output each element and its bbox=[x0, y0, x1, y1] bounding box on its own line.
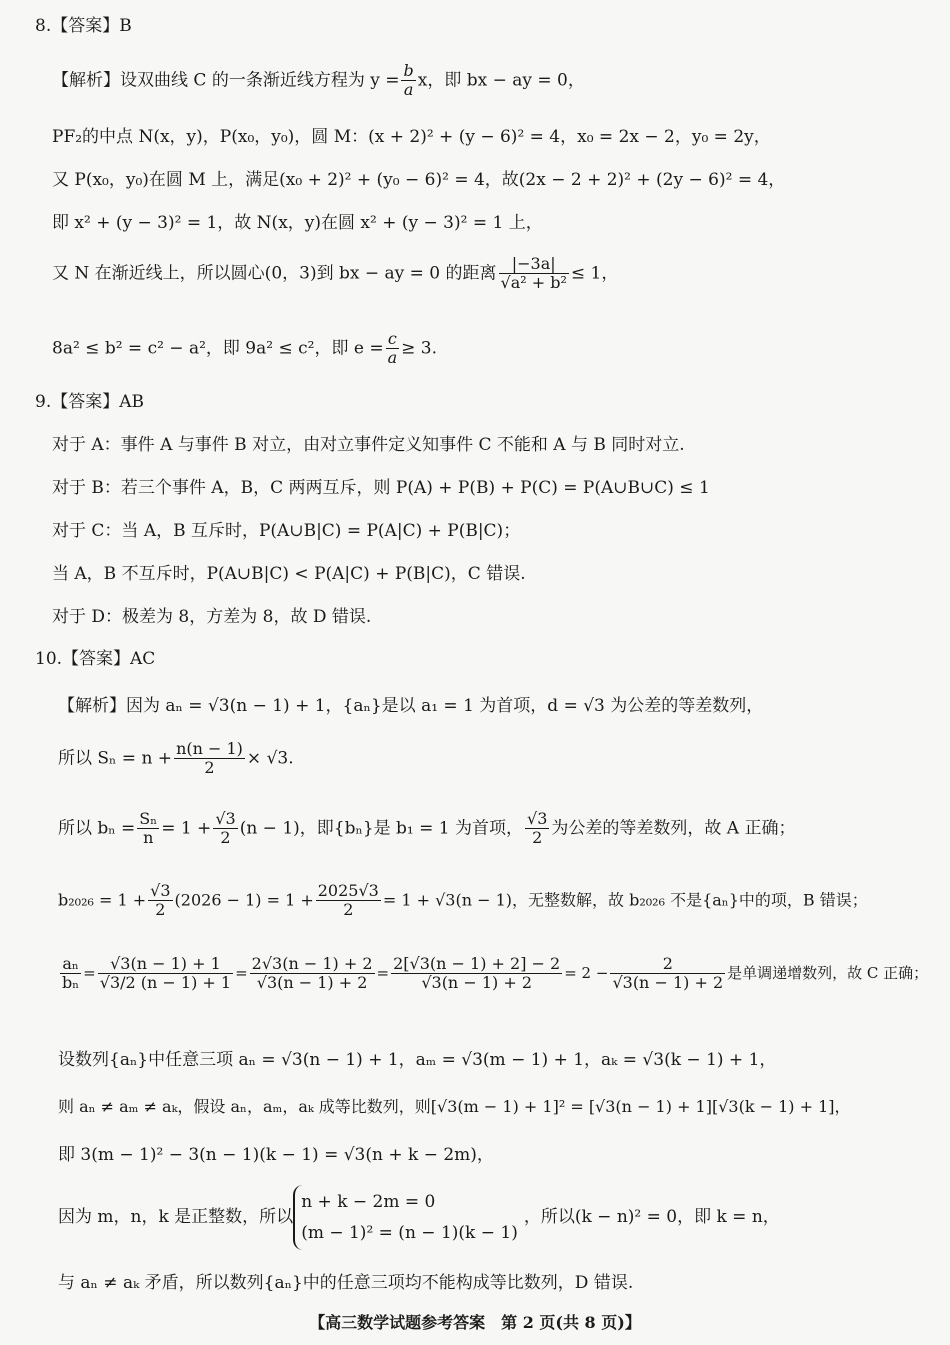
q10-l3-text-b: = 1 + bbox=[161, 818, 212, 839]
q8-l5-text-a: 又 N 在渐近线上，所以圆心(0，3)到 bx − ay = 0 的距离 bbox=[52, 263, 497, 284]
q10-l9-text-a: 因为 m，n，k 是正整数，所以 bbox=[58, 1207, 294, 1228]
equals-sign: = bbox=[83, 963, 96, 982]
frac-numerator: Sₙ bbox=[139, 809, 158, 828]
q10-l4-fraction-1 bbox=[148, 882, 172, 920]
frac-denominator: 2 bbox=[174, 758, 245, 777]
q10-l4-text-a: b₂₀₂₆ = 1 + bbox=[58, 890, 147, 910]
frac-denominator: a bbox=[401, 80, 415, 99]
frac-denominator: √a² + b² bbox=[500, 273, 567, 293]
q10-line-3 bbox=[58, 810, 795, 848]
frac-denominator: √3(n − 1) + 2 bbox=[250, 973, 375, 992]
q10-l5-fraction-1 bbox=[60, 955, 81, 993]
q8-l5-fraction bbox=[499, 255, 569, 293]
frac-numerator: √3 bbox=[527, 809, 548, 828]
frac-numerator: √3(n − 1) + 1 bbox=[110, 954, 221, 973]
system-equation-1: n + k − 2m = 0 bbox=[301, 1192, 436, 1212]
frac-numerator: n(n − 1) bbox=[176, 739, 243, 758]
q10-line-4 bbox=[58, 882, 868, 920]
q9-line-5: 对于 D：极差为 8，方差为 8，故 D 错误. bbox=[52, 607, 372, 627]
q10-l5-fraction-5 bbox=[610, 955, 725, 993]
frac-numerator: 2√3(n − 1) + 2 bbox=[251, 954, 373, 973]
q8-l1-fraction bbox=[401, 62, 415, 100]
q10-l5-fraction-3 bbox=[250, 955, 375, 993]
q9-line-1: 对于 A：事件 A 与事件 B 对立，由对立事件定义知事件 C 不能和 A 与 B 同时对立. bbox=[52, 435, 685, 455]
frac-denominator: √3(n − 1) + 2 bbox=[612, 973, 724, 993]
q10-l5-fraction-2 bbox=[98, 955, 233, 993]
q8-l1-text-a: 【解析】设双曲线 C 的一条渐近线方程为 y = bbox=[52, 70, 400, 91]
q8-line-2: PF₂的中点 N(x，y)，P(x₀，y₀)，圆 M：(x + 2)² + (y − 6)² = 4，x₀ = 2x − 2，y₀ = 2y， bbox=[52, 127, 771, 147]
frac-numerator: √3 bbox=[150, 881, 171, 900]
frac-denominator: 2 bbox=[525, 828, 549, 847]
q10-l5-text-a: = 2 − bbox=[564, 963, 609, 982]
system-equation-2: (m − 1)² = (n − 1)(k − 1) bbox=[301, 1222, 518, 1243]
q8-l1-text-b: x，即 bx − ay = 0， bbox=[417, 70, 585, 91]
frac-denominator: 2 bbox=[316, 900, 381, 919]
q10-line-1: 【解析】因为 aₙ = √3(n − 1) + 1，{aₙ}是以 a₁ = 1 为首项，d = √3 为公差的等差数列， bbox=[58, 696, 764, 716]
frac-numerator: 2[√3(n − 1) + 2] − 2 bbox=[393, 954, 561, 973]
q10-l3-fraction-1 bbox=[137, 810, 159, 848]
equals-sign: = bbox=[376, 963, 390, 982]
q8-line-6 bbox=[52, 330, 437, 368]
frac-denominator: 2 bbox=[148, 900, 172, 919]
q8-l5-text-b: ≤ 1， bbox=[570, 263, 619, 284]
q8-l6-text-a: 8a² ≤ b² = c² − a²，即 9a² ≤ c²，即 e = bbox=[52, 338, 384, 359]
q10-answer-heading: 10.【答案】AC bbox=[35, 649, 156, 669]
q10-l2-text-a: 所以 Sₙ = n + bbox=[58, 748, 173, 769]
equals-sign: = bbox=[235, 963, 248, 982]
q10-line-6: 设数列{aₙ}中任意三项 aₙ = √3(n − 1) + 1，aₘ = √3(m − 1) + 1，aₖ = √3(k − 1) + 1， bbox=[58, 1050, 777, 1070]
q10-l3-text-a: 所以 bₙ = bbox=[58, 818, 136, 839]
q10-l3-fraction-2 bbox=[213, 810, 237, 848]
q8-line-4: 即 x² + (y − 3)² = 1，故 N(x，y)在圆 x² + (y − 3)² = 1 上， bbox=[52, 213, 543, 233]
frac-numerator: 2 bbox=[662, 954, 673, 973]
q10-line-10: 与 aₙ ≠ aₖ 矛盾，所以数列{aₙ}中的任意三项均不能构成等比数列，D 错误. bbox=[58, 1273, 634, 1293]
q10-line-9 bbox=[58, 1185, 780, 1250]
q10-l2-text-b: × √3. bbox=[246, 748, 294, 769]
q10-l5-fraction-4 bbox=[391, 955, 562, 993]
frac-numerator: b bbox=[403, 61, 414, 80]
q9-line-3: 对于 C：当 A，B 互斥时，P(A∪B|C) = P(A|C) + P(B|C)； bbox=[52, 521, 521, 541]
frac-denominator: 2 bbox=[213, 828, 237, 847]
equation-system bbox=[293, 1185, 524, 1250]
q10-l4-text-c: = 1 + √3(n − 1)，无整数解，故 b₂₀₂₆ 不是{aₙ}中的项，B 错误； bbox=[382, 890, 868, 910]
frac-numerator: |−3a| bbox=[511, 254, 556, 273]
q9-line-4: 当 A，B 不互斥时，P(A∪B|C) < P(A|C) + P(B|C)，C 错误. bbox=[52, 564, 526, 584]
frac-numerator: c bbox=[387, 329, 397, 348]
q10-line-7: 则 aₙ ≠ aₘ ≠ aₖ，假设 aₙ，aₘ，aₖ 成等比数列，则[√3(m − 1) + 1]² = [√3(n − 1) + 1][√3(k − 1) + 1]， bbox=[58, 1097, 851, 1116]
q10-l4-fraction-2 bbox=[316, 882, 381, 920]
q8-line-1 bbox=[52, 62, 585, 100]
q10-l3-fraction-3 bbox=[525, 810, 549, 848]
frac-denominator: a bbox=[387, 348, 398, 368]
q8-l6-fraction bbox=[386, 330, 400, 368]
frac-numerator: √3 bbox=[215, 809, 236, 828]
q10-l9-text-b: ，所以(k − n)² = 0，即 k = n， bbox=[523, 1207, 780, 1228]
q10-l3-text-d: 为公差的等差数列，故 A 正确； bbox=[551, 818, 796, 839]
q10-l2-fraction bbox=[174, 740, 245, 778]
q8-line-3: 又 P(x₀，y₀)在圆 M 上，满足(x₀ + 2)² + (y₀ − 6)² = 4，故(2x − 2 + 2)² + (2y − 6)² = 4， bbox=[52, 170, 786, 190]
frac-denominator: √3/2 (n − 1) + 1 bbox=[99, 973, 232, 993]
frac-numerator: aₙ bbox=[62, 954, 79, 973]
q8-l6-text-b: ≥ 3. bbox=[401, 338, 437, 359]
q10-line-2 bbox=[58, 740, 294, 778]
q10-l5-text-b: 是单调递增数列，故 C 正确； bbox=[727, 963, 929, 982]
frac-denominator: √3(n − 1) + 2 bbox=[391, 973, 562, 992]
frac-numerator: 2025√3 bbox=[317, 881, 379, 900]
q9-answer-heading: 9.【答案】AB bbox=[35, 392, 144, 412]
q10-l3-text-c: (n − 1)，即{bₙ}是 b₁ = 1 为首项， bbox=[239, 818, 524, 839]
q10-line-5 bbox=[58, 955, 928, 993]
page-footer: 【高三数学试题参考答案 第 2 页(共 8 页)】 bbox=[309, 1313, 641, 1332]
q8-answer-heading: 8.【答案】B bbox=[35, 16, 132, 36]
q8-line-5 bbox=[52, 255, 618, 293]
q9-line-2: 对于 B：若三个事件 A，B，C 两两互斥，则 P(A) + P(B) + P(C) = P(A∪B∪C) ≤ 1 bbox=[52, 478, 710, 498]
q10-l4-text-b: (2026 − 1) = 1 + bbox=[174, 890, 314, 910]
frac-denominator: n bbox=[137, 828, 159, 847]
q10-line-8: 即 3(m − 1)² − 3(n − 1)(k − 1) = √3(n + k − 2m)， bbox=[58, 1145, 494, 1165]
frac-denominator: bₙ bbox=[62, 973, 80, 993]
